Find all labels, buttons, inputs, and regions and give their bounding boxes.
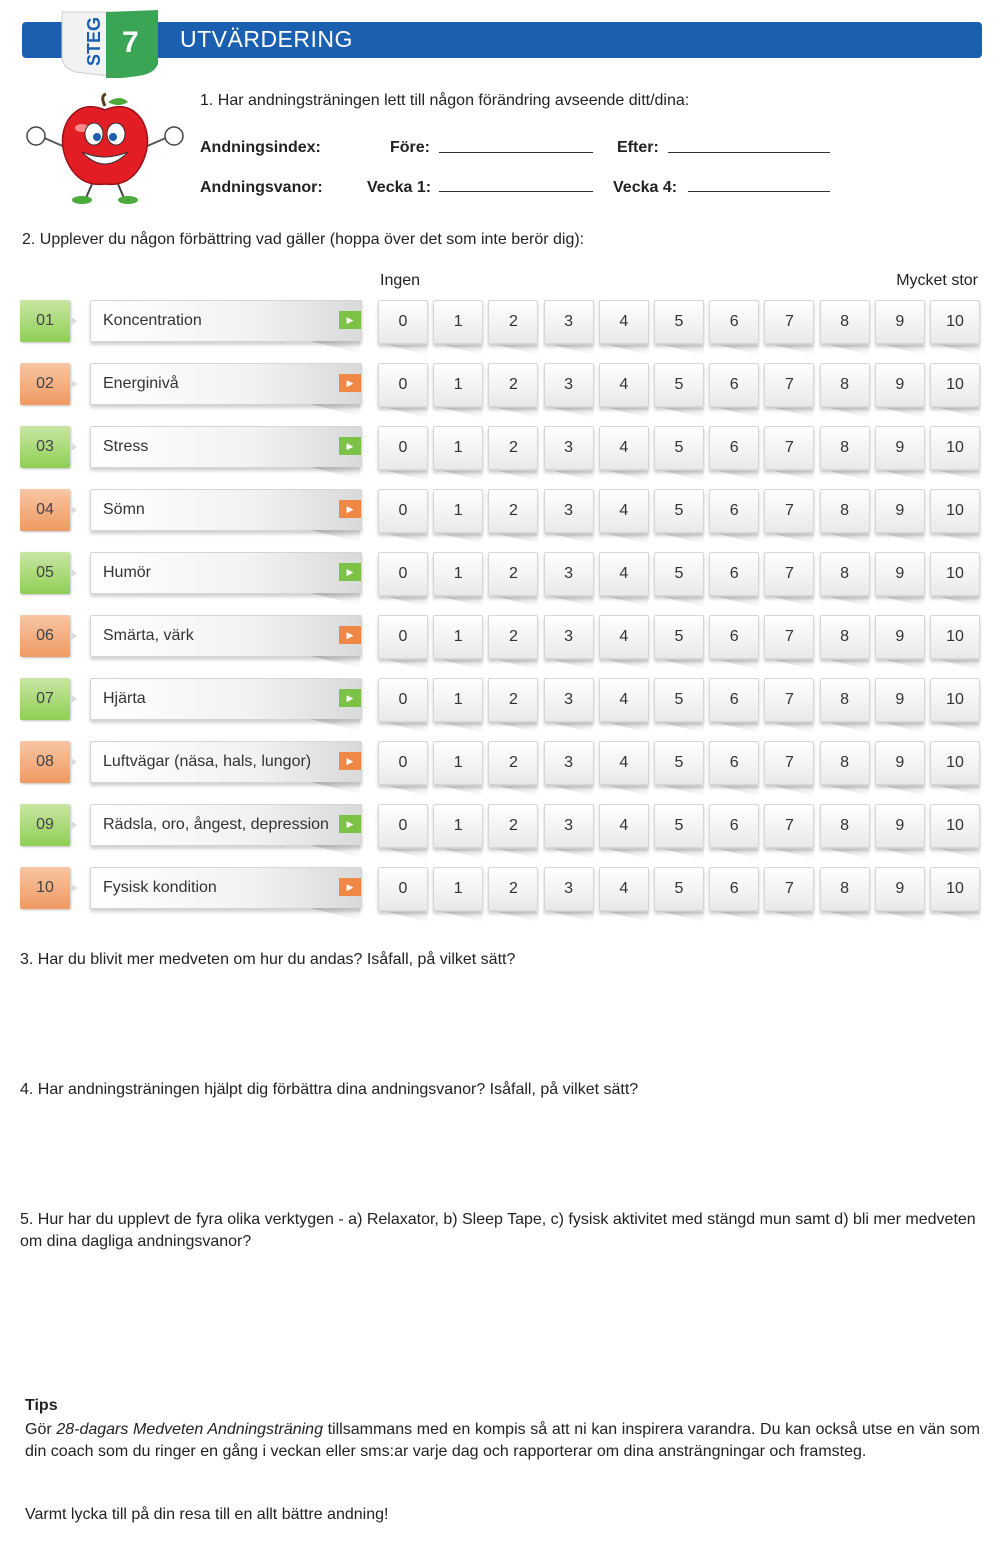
rating-option-6[interactable]: 6 bbox=[709, 426, 759, 470]
rating-option-3[interactable]: 3 bbox=[544, 363, 594, 407]
play-arrow-icon: ▶ bbox=[339, 437, 361, 455]
rating-option-7[interactable]: 7 bbox=[764, 867, 814, 911]
row-number-badge: 07 bbox=[20, 678, 70, 720]
row-number-badge: 06 bbox=[20, 615, 70, 657]
rating-row bbox=[20, 615, 982, 671]
rating-option-7[interactable]: 7 bbox=[764, 615, 814, 659]
rating-option-3[interactable]: 3 bbox=[544, 678, 594, 722]
rating-option-3[interactable]: 3 bbox=[544, 552, 594, 596]
rating-option-3[interactable]: 3 bbox=[544, 741, 594, 785]
rating-option-6[interactable]: 6 bbox=[709, 867, 759, 911]
rating-option-8[interactable]: 8 bbox=[820, 489, 870, 533]
rating-option-10[interactable]: 10 bbox=[930, 363, 980, 407]
rating-row bbox=[20, 678, 982, 734]
rating-option-1[interactable]: 1 bbox=[433, 615, 483, 659]
rating-option-10[interactable]: 10 bbox=[930, 741, 980, 785]
rating-option-7[interactable]: 7 bbox=[764, 678, 814, 722]
rating-option-5[interactable]: 5 bbox=[654, 363, 704, 407]
row-label-box bbox=[90, 300, 362, 342]
rating-option-5[interactable]: 5 bbox=[654, 300, 704, 344]
rating-option-5[interactable]: 5 bbox=[654, 489, 704, 533]
rating-option-10[interactable]: 10 bbox=[930, 426, 980, 470]
row-label: Energinivå bbox=[103, 375, 179, 392]
row-number-badge: 05 bbox=[20, 552, 70, 594]
question-5: 5. Hur har du upplevt de fyra olika verktygen - a) Relaxator, b) Sleep Tape, c) fysisk aktivitet med stängd mun samt d) bli mer medveten om dina dagliga andningsvanor? bbox=[20, 1211, 976, 1250]
question-4: 4. Har andningsträningen hjälpt dig förbättra dina andningsvanor? Isåfall, på vilket sätt? bbox=[20, 1081, 639, 1098]
rating-option-9[interactable]: 9 bbox=[875, 489, 925, 533]
rating-option-10[interactable]: 10 bbox=[930, 678, 980, 722]
rating-option-1[interactable]: 1 bbox=[433, 552, 483, 596]
rating-option-6[interactable]: 6 bbox=[709, 489, 759, 533]
row-label: Smärta, värk bbox=[103, 627, 194, 644]
row-label-box bbox=[90, 615, 362, 657]
rating-option-5[interactable]: 5 bbox=[654, 867, 704, 911]
rating-option-1[interactable]: 1 bbox=[433, 300, 483, 344]
rating-option-2[interactable]: 2 bbox=[488, 426, 538, 470]
question-3: 3. Har du blivit mer medveten om hur du andas? Isåfall, på vilket sätt? bbox=[20, 951, 516, 968]
row-label-box bbox=[90, 867, 362, 909]
play-arrow-icon: ▶ bbox=[339, 689, 361, 707]
before-field[interactable] bbox=[439, 151, 593, 153]
rating-option-0[interactable]: 0 bbox=[378, 300, 428, 344]
rating-row bbox=[20, 426, 982, 482]
label-shadow bbox=[310, 404, 360, 416]
scale-high-label: Mycket stor bbox=[896, 272, 978, 289]
rating-option-7[interactable]: 7 bbox=[764, 363, 814, 407]
rating-option-2[interactable]: 2 bbox=[488, 741, 538, 785]
rating-option-3[interactable]: 3 bbox=[544, 804, 594, 848]
row-number-badge: 08 bbox=[20, 741, 70, 783]
rating-option-9[interactable]: 9 bbox=[875, 363, 925, 407]
rating-option-1[interactable]: 1 bbox=[433, 363, 483, 407]
rating-option-8[interactable]: 8 bbox=[820, 678, 870, 722]
rating-option-2[interactable]: 2 bbox=[488, 615, 538, 659]
row-label-box bbox=[90, 363, 362, 405]
rating-option-4[interactable]: 4 bbox=[599, 300, 649, 344]
step-number: 7 bbox=[122, 26, 139, 59]
rating-option-5[interactable]: 5 bbox=[654, 426, 704, 470]
play-arrow-icon: ▶ bbox=[339, 815, 361, 833]
label-shadow bbox=[310, 467, 360, 479]
rating-option-4[interactable]: 4 bbox=[599, 615, 649, 659]
play-arrow-icon: ▶ bbox=[339, 563, 361, 581]
rating-option-9[interactable]: 9 bbox=[875, 552, 925, 596]
tips-body bbox=[25, 1419, 980, 1463]
rating-row bbox=[20, 489, 982, 545]
scale-low-label: Ingen bbox=[380, 272, 421, 289]
rating-option-0[interactable]: 0 bbox=[378, 678, 428, 722]
breathing-index-label: Andningsindex: bbox=[200, 139, 321, 156]
rating-option-0[interactable]: 0 bbox=[378, 363, 428, 407]
row-label: Hjärta bbox=[103, 690, 146, 707]
row-number-badge: 03 bbox=[20, 426, 70, 468]
steg-label: STEG bbox=[84, 16, 104, 66]
rating-option-4[interactable]: 4 bbox=[599, 678, 649, 722]
play-arrow-icon: ▶ bbox=[339, 500, 361, 518]
row-label-box bbox=[90, 426, 362, 468]
row-label-box bbox=[90, 741, 362, 783]
rating-option-8[interactable]: 8 bbox=[820, 741, 870, 785]
rating-row bbox=[20, 867, 982, 923]
question-2: 2. Upplever du någon förbättring vad gäller (hoppa över det som inte berör dig): bbox=[22, 231, 585, 248]
before-label: Före: bbox=[390, 139, 430, 156]
rating-row bbox=[20, 741, 982, 797]
week1-label: Vecka 1: bbox=[367, 179, 432, 196]
row-label: Fysisk kondition bbox=[103, 879, 217, 896]
rating-option-8[interactable]: 8 bbox=[820, 615, 870, 659]
rating-option-1[interactable]: 1 bbox=[433, 867, 483, 911]
header-bar bbox=[22, 22, 982, 58]
play-arrow-icon: ▶ bbox=[339, 752, 361, 770]
row-number-badge: 10 bbox=[20, 867, 70, 909]
rating-option-5[interactable]: 5 bbox=[654, 678, 704, 722]
rating-row bbox=[20, 300, 982, 356]
rating-option-5[interactable]: 5 bbox=[654, 741, 704, 785]
rating-option-6[interactable]: 6 bbox=[709, 363, 759, 407]
rating-option-9[interactable]: 9 bbox=[875, 804, 925, 848]
rating-option-2[interactable]: 2 bbox=[488, 678, 538, 722]
rating-option-6[interactable]: 6 bbox=[709, 741, 759, 785]
row-label: Koncentration bbox=[103, 312, 202, 329]
page-title: UTVÄRDERING bbox=[180, 26, 353, 52]
rating-option-7[interactable]: 7 bbox=[764, 489, 814, 533]
rating-option-10[interactable]: 10 bbox=[930, 300, 980, 344]
rating-option-9[interactable]: 9 bbox=[875, 741, 925, 785]
rating-option-6[interactable]: 6 bbox=[709, 678, 759, 722]
play-arrow-icon: ▶ bbox=[339, 374, 361, 392]
label-shadow bbox=[310, 719, 360, 731]
label-shadow bbox=[310, 593, 360, 605]
rating-option-2[interactable]: 2 bbox=[488, 804, 538, 848]
rating-option-6[interactable]: 6 bbox=[709, 552, 759, 596]
apple-mascot-icon bbox=[20, 92, 190, 207]
rating-option-1[interactable]: 1 bbox=[433, 489, 483, 533]
rating-option-0[interactable]: 0 bbox=[378, 741, 428, 785]
row-label: Stress bbox=[103, 438, 149, 455]
steg-badge bbox=[60, 6, 160, 78]
label-shadow bbox=[310, 908, 360, 920]
rating-option-7[interactable]: 7 bbox=[764, 300, 814, 344]
play-arrow-icon: ▶ bbox=[339, 626, 361, 644]
rating-option-8[interactable]: 8 bbox=[820, 804, 870, 848]
rating-option-5[interactable]: 5 bbox=[654, 552, 704, 596]
row-label-box bbox=[90, 804, 362, 846]
rating-option-0[interactable]: 0 bbox=[378, 867, 428, 911]
rating-option-4[interactable]: 4 bbox=[599, 867, 649, 911]
rating-option-7[interactable]: 7 bbox=[764, 426, 814, 470]
rating-option-3[interactable]: 3 bbox=[544, 300, 594, 344]
rating-option-2[interactable]: 2 bbox=[488, 489, 538, 533]
rating-option-4[interactable]: 4 bbox=[599, 741, 649, 785]
rating-option-10[interactable]: 10 bbox=[930, 489, 980, 533]
rating-option-4[interactable]: 4 bbox=[599, 363, 649, 407]
rating-option-0[interactable]: 0 bbox=[378, 426, 428, 470]
week4-label: Vecka 4: bbox=[613, 179, 678, 196]
rating-option-8[interactable]: 8 bbox=[820, 552, 870, 596]
row-number-badge: 02 bbox=[20, 363, 70, 405]
label-shadow bbox=[310, 341, 360, 353]
rating-option-9[interactable]: 9 bbox=[875, 300, 925, 344]
row-label: Rädsla, oro, ångest, depression bbox=[103, 816, 329, 833]
rating-option-2[interactable]: 2 bbox=[488, 552, 538, 596]
rating-option-9[interactable]: 9 bbox=[875, 867, 925, 911]
row-label: Luftvägar (näsa, hals, lungor) bbox=[103, 753, 312, 770]
rating-option-7[interactable]: 7 bbox=[764, 552, 814, 596]
rating-option-3[interactable]: 3 bbox=[544, 426, 594, 470]
row-number-badge: 09 bbox=[20, 804, 70, 846]
play-arrow-icon: ▶ bbox=[339, 311, 361, 329]
rating-option-9[interactable]: 9 bbox=[875, 615, 925, 659]
row-number-badge: 04 bbox=[20, 489, 70, 531]
rating-option-10[interactable]: 10 bbox=[930, 867, 980, 911]
week1-field[interactable] bbox=[439, 190, 593, 192]
rating-option-2[interactable]: 2 bbox=[488, 300, 538, 344]
rating-option-5[interactable]: 5 bbox=[654, 804, 704, 848]
rating-option-8[interactable]: 8 bbox=[820, 300, 870, 344]
tips-body-rest: tillsammans med en kompis så att ni kan inspirera varandra. Du kan också utse en vän som din coach som du ringer en gång i veckan eller sms:ar varje dag och rapporterar om dina ansträngningar och framsteg. bbox=[25, 1421, 981, 1460]
rating-option-6[interactable]: 6 bbox=[709, 804, 759, 848]
week4-field[interactable] bbox=[688, 190, 830, 192]
after-label: Efter: bbox=[617, 139, 659, 156]
rating-option-10[interactable]: 10 bbox=[930, 552, 980, 596]
breathing-habits-label: Andningsvanor: bbox=[200, 179, 323, 196]
play-arrow-icon: ▶ bbox=[339, 878, 361, 896]
rating-option-10[interactable]: 10 bbox=[930, 615, 980, 659]
rating-row bbox=[20, 552, 982, 608]
rating-option-3[interactable]: 3 bbox=[544, 489, 594, 533]
rating-option-1[interactable]: 1 bbox=[433, 426, 483, 470]
rating-option-2[interactable]: 2 bbox=[488, 363, 538, 407]
tips-body-emphasis: 28-dagars Medveten Andningsträning bbox=[56, 1421, 323, 1438]
rating-option-6[interactable]: 6 bbox=[709, 300, 759, 344]
rating-option-5[interactable]: 5 bbox=[654, 615, 704, 659]
rating-option-1[interactable]: 1 bbox=[433, 678, 483, 722]
rating-option-8[interactable]: 8 bbox=[820, 363, 870, 407]
rating-option-1[interactable]: 1 bbox=[433, 741, 483, 785]
rating-option-0[interactable]: 0 bbox=[378, 489, 428, 533]
rating-option-8[interactable]: 8 bbox=[820, 426, 870, 470]
row-label-box bbox=[90, 678, 362, 720]
label-shadow bbox=[310, 530, 360, 542]
label-shadow bbox=[310, 782, 360, 794]
rating-option-0[interactable]: 0 bbox=[378, 804, 428, 848]
label-shadow bbox=[310, 845, 360, 857]
rating-row bbox=[20, 363, 982, 419]
tips-body-prefix: Gör bbox=[25, 1421, 57, 1438]
row-label-box bbox=[90, 489, 362, 531]
rating-option-3[interactable]: 3 bbox=[544, 615, 594, 659]
rating-option-9[interactable]: 9 bbox=[875, 678, 925, 722]
rating-option-10[interactable]: 10 bbox=[930, 804, 980, 848]
rating-option-8[interactable]: 8 bbox=[820, 867, 870, 911]
row-label-box bbox=[90, 552, 362, 594]
rating-option-4[interactable]: 4 bbox=[599, 804, 649, 848]
rating-option-0[interactable]: 0 bbox=[378, 552, 428, 596]
rating-option-1[interactable]: 1 bbox=[433, 804, 483, 848]
rating-option-4[interactable]: 4 bbox=[599, 489, 649, 533]
rating-option-2[interactable]: 2 bbox=[488, 867, 538, 911]
rating-option-3[interactable]: 3 bbox=[544, 867, 594, 911]
rating-option-6[interactable]: 6 bbox=[709, 615, 759, 659]
rating-option-7[interactable]: 7 bbox=[764, 741, 814, 785]
row-label: Humör bbox=[103, 564, 152, 581]
question-1: 1. Har andningsträningen lett till någon förändring avseende ditt/dina: bbox=[200, 92, 690, 109]
after-field[interactable] bbox=[668, 151, 830, 153]
rating-option-4[interactable]: 4 bbox=[599, 552, 649, 596]
label-shadow bbox=[310, 656, 360, 668]
rating-option-9[interactable]: 9 bbox=[875, 426, 925, 470]
farewell-text: Varmt lycka till på din resa till en allt bättre andning! bbox=[25, 1506, 389, 1523]
tips-heading: Tips bbox=[25, 1397, 58, 1414]
rating-option-0[interactable]: 0 bbox=[378, 615, 428, 659]
rating-option-7[interactable]: 7 bbox=[764, 804, 814, 848]
row-number-badge: 01 bbox=[20, 300, 70, 342]
rating-row bbox=[20, 804, 982, 860]
row-label: Sömn bbox=[103, 501, 145, 518]
rating-option-4[interactable]: 4 bbox=[599, 426, 649, 470]
